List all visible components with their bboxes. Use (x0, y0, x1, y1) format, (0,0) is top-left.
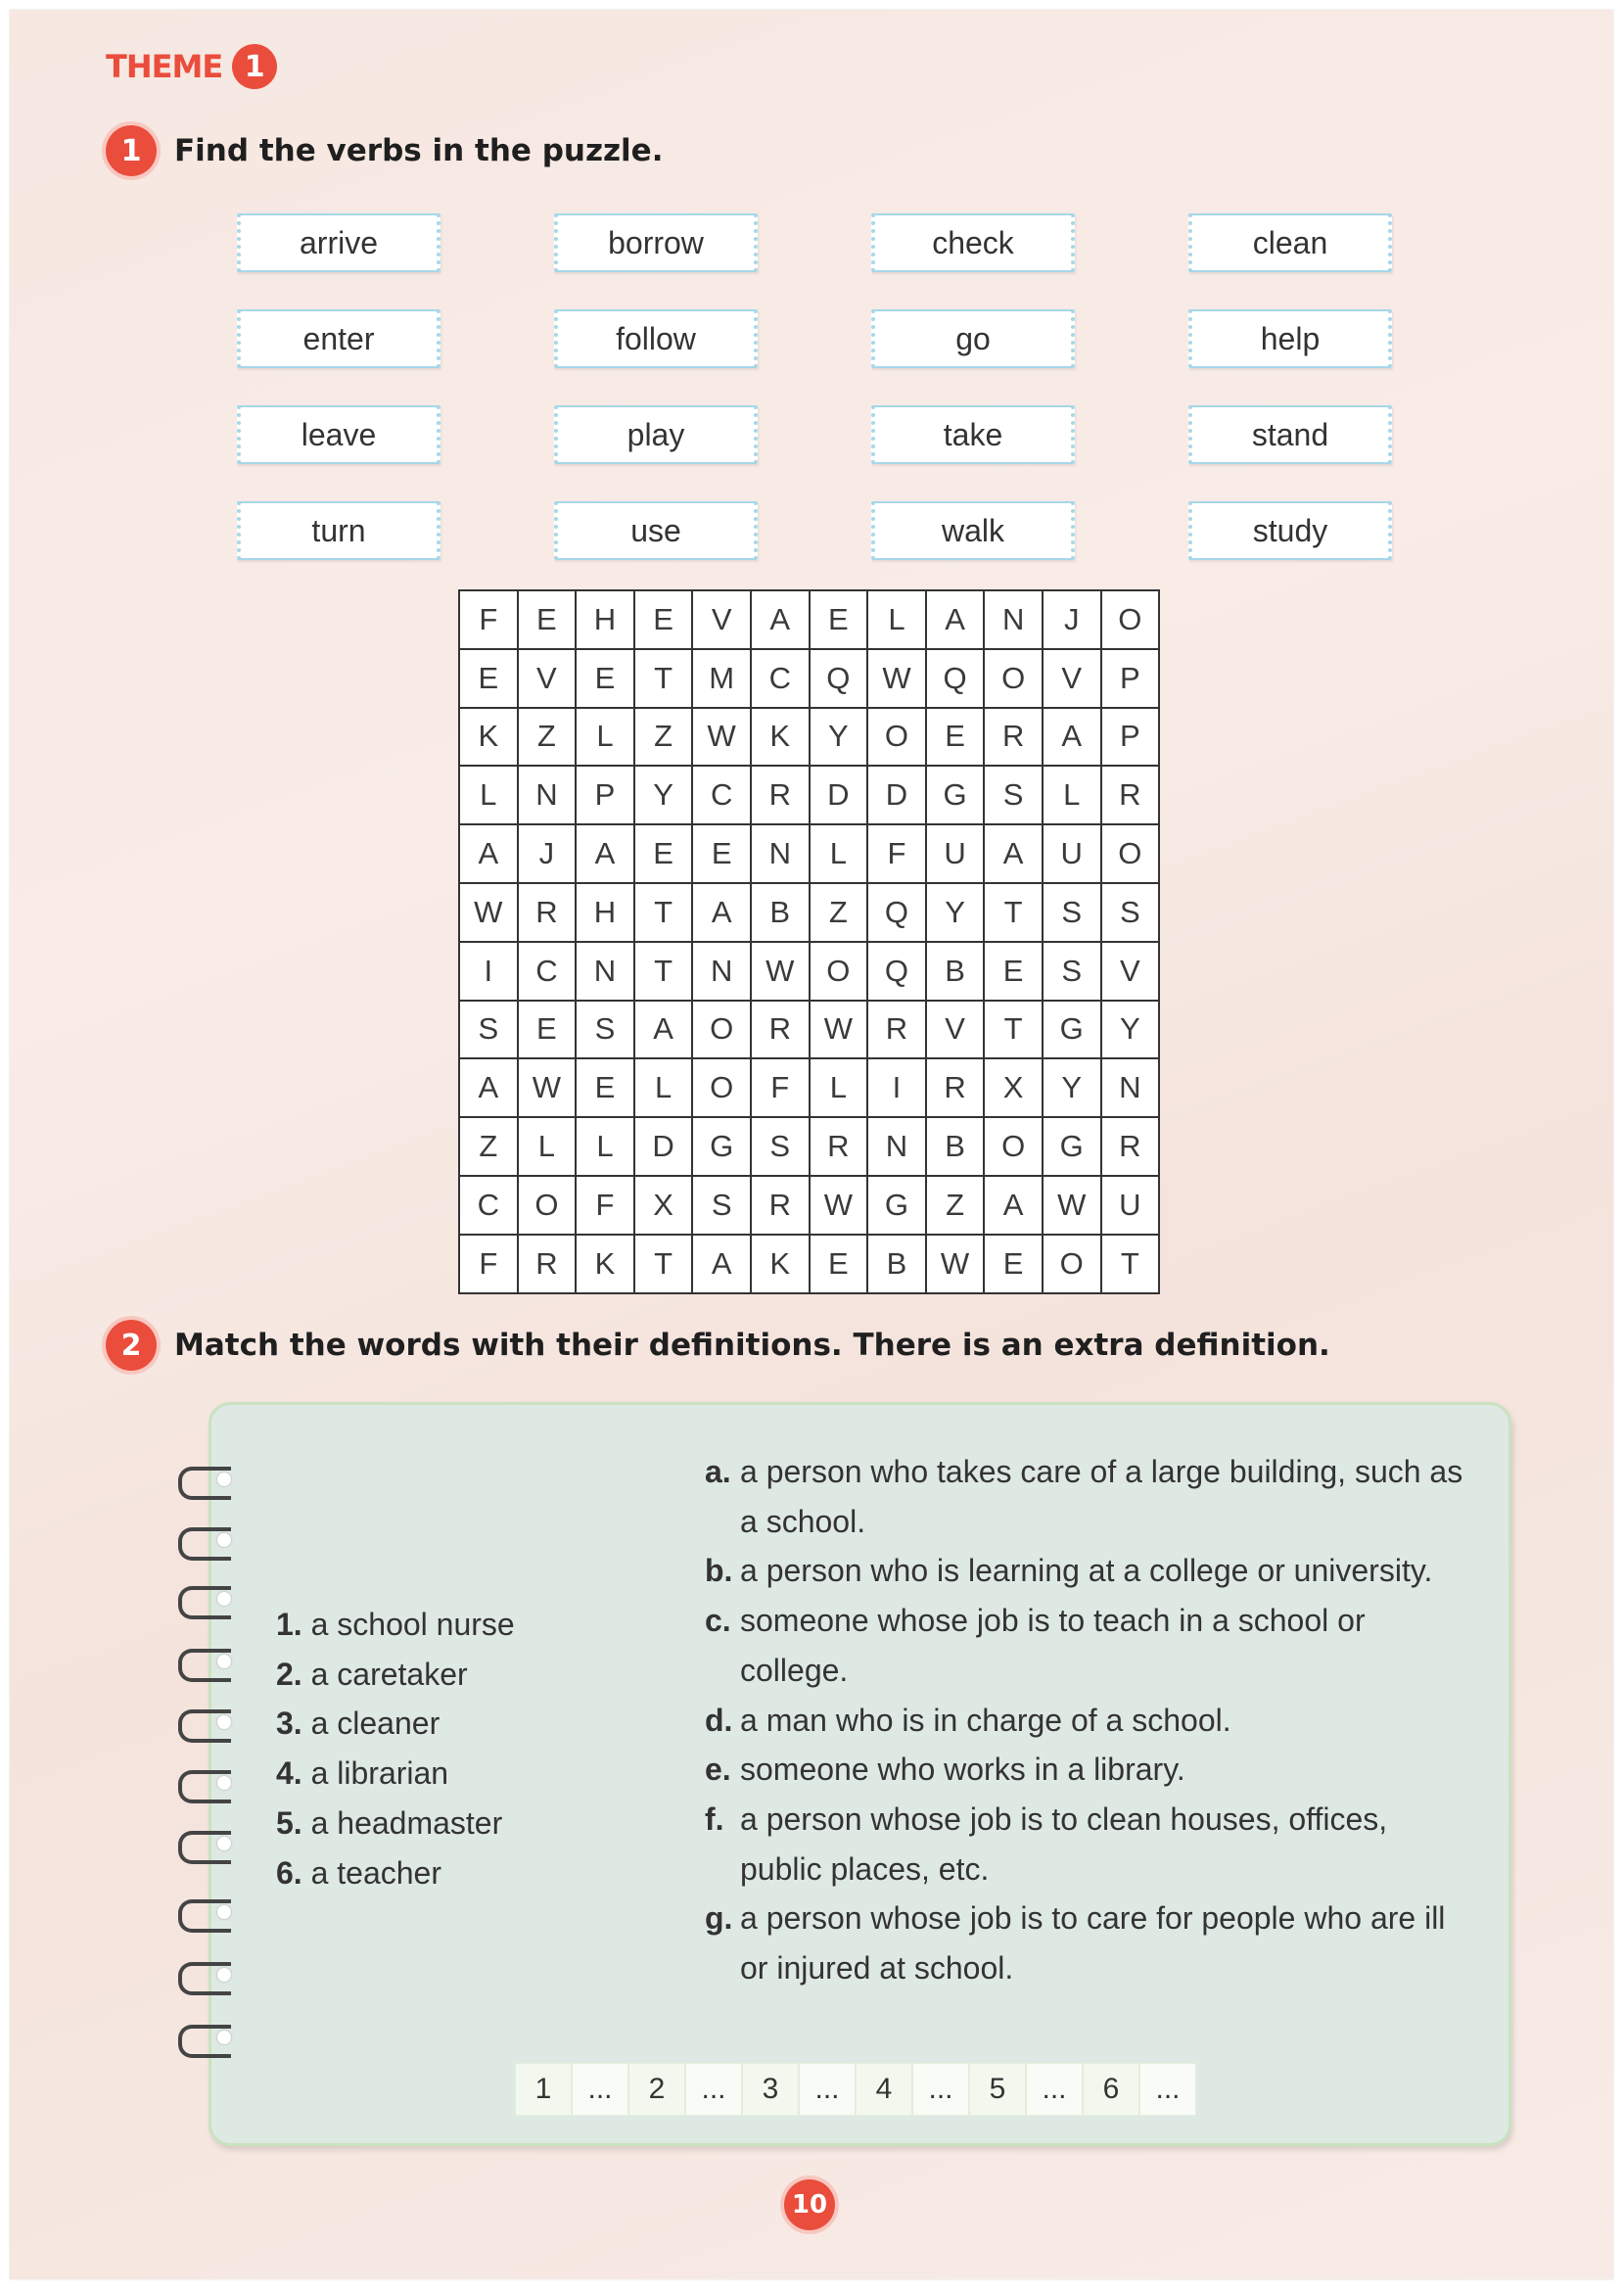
puzzle-cell[interactable]: R (1101, 1117, 1160, 1176)
spiral-hole (217, 1715, 231, 1729)
definition-item (705, 1894, 1468, 1992)
word-tag: take (871, 405, 1075, 464)
puzzle-cell[interactable]: E (459, 649, 518, 708)
spiral-hole (217, 1592, 231, 1606)
theme-heading (106, 43, 277, 90)
puzzle-cell[interactable]: Z (810, 883, 868, 942)
word-bank (237, 213, 1382, 560)
puzzle-cell[interactable]: K (751, 708, 810, 767)
puzzle-cell[interactable]: Q (867, 883, 926, 942)
puzzle-cell[interactable]: E (634, 824, 693, 883)
puzzle-cell[interactable]: C (751, 649, 810, 708)
word-item-text: a headmaster (310, 1804, 503, 1841)
puzzle-cell[interactable]: Y (926, 883, 985, 942)
puzzle-row (459, 1176, 1159, 1235)
puzzle-cell[interactable]: R (751, 1001, 810, 1059)
definition-item (705, 1795, 1468, 1894)
puzzle-cell[interactable]: V (1101, 942, 1160, 1001)
word-tag: enter (237, 309, 441, 368)
puzzle-cell[interactable]: I (459, 942, 518, 1001)
puzzle-cell[interactable]: A (926, 590, 985, 649)
puzzle-cell[interactable]: S (576, 1001, 634, 1059)
puzzle-cell[interactable]: O (1101, 824, 1160, 883)
definition-text: a person who takes care of a large building, such as a school. (740, 1454, 1463, 1539)
puzzle-cell[interactable]: P (576, 766, 634, 824)
puzzle-cell[interactable]: U (926, 824, 985, 883)
puzzle-cell[interactable]: Q (867, 942, 926, 1001)
puzzle-cell[interactable]: T (984, 883, 1043, 942)
puzzle-cell[interactable]: S (1101, 883, 1160, 942)
puzzle-cell[interactable]: A (984, 824, 1043, 883)
puzzle-cell[interactable]: O (518, 1176, 577, 1235)
puzzle-cell[interactable]: S (692, 1176, 751, 1235)
puzzle-cell[interactable]: L (576, 708, 634, 767)
puzzle-cell[interactable]: W (867, 649, 926, 708)
word-tag: check (871, 213, 1075, 272)
exercise-2-title: Match the words with their definitions. There is an extra definition. (174, 1328, 1330, 1363)
puzzle-cell[interactable]: N (984, 590, 1043, 649)
puzzle-cell[interactable]: E (576, 1058, 634, 1117)
puzzle-cell[interactable]: U (1101, 1176, 1160, 1235)
puzzle-cell[interactable]: V (692, 590, 751, 649)
puzzle-cell[interactable]: L (634, 1058, 693, 1117)
puzzle-cell[interactable]: G (1043, 1117, 1101, 1176)
definition-item (705, 1447, 1468, 1546)
exercise-2-number: 2 (106, 1320, 157, 1371)
puzzle-cell[interactable]: E (518, 1001, 577, 1059)
definition-text: a person whose job is to care for people who are ill or injured at school. (740, 1900, 1446, 1987)
puzzle-cell[interactable]: W (518, 1058, 577, 1117)
puzzle-cell[interactable]: A (751, 590, 810, 649)
word-tag: leave (237, 405, 441, 464)
answer-blank[interactable]: ... (572, 2063, 628, 2116)
puzzle-cell[interactable]: Z (634, 708, 693, 767)
puzzle-cell[interactable]: R (518, 1235, 577, 1293)
definition-letter: f. (705, 1800, 724, 1837)
puzzle-cell[interactable]: R (751, 1176, 810, 1235)
spiral-hole (217, 1533, 231, 1547)
puzzle-cell[interactable]: O (692, 1058, 751, 1117)
puzzle-cell[interactable]: G (1043, 1001, 1101, 1059)
puzzle-cell[interactable]: S (984, 766, 1043, 824)
puzzle-cell[interactable]: T (634, 942, 693, 1001)
puzzle-row (459, 1058, 1159, 1117)
puzzle-cell[interactable]: O (1101, 590, 1160, 649)
puzzle-row (459, 649, 1159, 708)
puzzle-cell[interactable]: D (810, 766, 868, 824)
puzzle-cell[interactable]: R (984, 708, 1043, 767)
exercise-1-number: 1 (106, 125, 157, 176)
answer-blank[interactable]: ... (1139, 2063, 1196, 2116)
puzzle-cell[interactable]: Z (518, 708, 577, 767)
definition-text: a person whose job is to clean houses, offices, public places, etc. (740, 1800, 1388, 1887)
puzzle-cell[interactable]: O (810, 942, 868, 1001)
puzzle-cell[interactable]: Y (634, 766, 693, 824)
word-item-text: a librarian (310, 1755, 449, 1792)
puzzle-cell[interactable]: T (634, 883, 693, 942)
puzzle-cell[interactable]: T (984, 1001, 1043, 1059)
puzzle-cell[interactable]: L (810, 824, 868, 883)
puzzle-cell[interactable]: Z (926, 1176, 985, 1235)
puzzle-cell[interactable]: R (867, 1001, 926, 1059)
word-tag: walk (871, 501, 1075, 560)
definition-item (705, 1745, 1468, 1795)
word-item-text: a school nurse (310, 1607, 515, 1642)
puzzle-cell[interactable]: R (518, 883, 577, 942)
puzzle-cell[interactable]: O (692, 1001, 751, 1059)
puzzle-cell[interactable]: S (751, 1117, 810, 1176)
puzzle-cell[interactable]: P (1101, 708, 1160, 767)
puzzle-cell[interactable]: E (984, 942, 1043, 1001)
puzzle-cell[interactable]: Q (926, 649, 985, 708)
word-item-number: 1. (276, 1607, 302, 1642)
puzzle-cell[interactable]: A (459, 824, 518, 883)
word-item-text: a cleaner (310, 1706, 441, 1742)
word-tag: go (871, 309, 1075, 368)
definition-letter: g. (705, 1900, 733, 1937)
puzzle-cell[interactable]: W (926, 1235, 985, 1293)
puzzle-cell[interactable]: S (1043, 883, 1101, 942)
puzzle-cell[interactable]: X (634, 1176, 693, 1235)
puzzle-cell[interactable]: E (810, 590, 868, 649)
puzzle-row (459, 1235, 1159, 1293)
puzzle-cell[interactable]: I (867, 1058, 926, 1117)
puzzle-cell[interactable]: M (692, 649, 751, 708)
puzzle-row (459, 1001, 1159, 1059)
puzzle-cell[interactable]: E (634, 590, 693, 649)
puzzle-cell[interactable]: K (576, 1235, 634, 1293)
puzzle-cell[interactable]: L (810, 1058, 868, 1117)
puzzle-cell[interactable]: Z (459, 1117, 518, 1176)
puzzle-cell[interactable]: W (751, 942, 810, 1001)
puzzle-cell[interactable]: O (1043, 1235, 1101, 1293)
answer-number: 1 (515, 2063, 572, 2116)
puzzle-cell[interactable]: A (576, 824, 634, 883)
theme-label: THEME (106, 48, 223, 85)
puzzle-cell[interactable]: D (867, 766, 926, 824)
word-item-number: 5. (276, 1804, 302, 1841)
puzzle-row (459, 824, 1159, 883)
spiral-hole (217, 1968, 231, 1982)
puzzle-cell[interactable]: Y (1043, 1058, 1101, 1117)
answer-blank[interactable]: ... (1026, 2063, 1083, 2116)
puzzle-cell[interactable]: A (634, 1001, 693, 1059)
puzzle-cell[interactable]: B (926, 1117, 985, 1176)
word-tag: follow (554, 309, 758, 368)
puzzle-cell[interactable]: N (692, 942, 751, 1001)
puzzle-cell[interactable]: H (576, 590, 634, 649)
word-item (276, 1650, 515, 1700)
matching-words-list (276, 1600, 515, 1897)
definition-letter: a. (705, 1454, 731, 1489)
puzzle-row (459, 590, 1159, 649)
definition-item (705, 1596, 1468, 1695)
word-tag: clean (1188, 213, 1392, 272)
puzzle-cell[interactable]: E (984, 1235, 1043, 1293)
theme-number-badge: 1 (232, 44, 277, 89)
spiral-hole (217, 2031, 231, 2044)
puzzle-cell[interactable]: G (692, 1117, 751, 1176)
puzzle-row (459, 942, 1159, 1001)
puzzle-row (459, 883, 1159, 942)
puzzle-row (459, 1117, 1159, 1176)
puzzle-cell[interactable]: F (459, 590, 518, 649)
puzzle-cell[interactable]: S (459, 1001, 518, 1059)
definition-item (705, 1546, 1468, 1596)
definition-letter: d. (705, 1702, 733, 1738)
puzzle-cell[interactable]: F (867, 824, 926, 883)
puzzle-cell[interactable]: R (751, 766, 810, 824)
puzzle-cell[interactable]: E (576, 649, 634, 708)
word-item (276, 1749, 515, 1799)
puzzle-cell[interactable]: A (459, 1058, 518, 1117)
puzzle-cell[interactable]: N (1101, 1058, 1160, 1117)
puzzle-cell[interactable]: L (576, 1117, 634, 1176)
answer-blank[interactable]: ... (799, 2063, 856, 2116)
answer-number: 6 (1083, 2063, 1139, 2116)
puzzle-cell[interactable]: F (459, 1235, 518, 1293)
puzzle-cell[interactable]: S (1043, 942, 1101, 1001)
puzzle-cell[interactable]: E (518, 590, 577, 649)
exercise-2-heading (106, 1320, 1330, 1371)
puzzle-cell[interactable]: V (518, 649, 577, 708)
puzzle-cell[interactable]: R (1101, 766, 1160, 824)
definition-text: a person who is learning at a college or university. (740, 1553, 1433, 1589)
spiral-hole (217, 1776, 231, 1790)
puzzle-cell[interactable]: V (926, 1001, 985, 1059)
word-item-number: 2. (276, 1656, 302, 1692)
puzzle-cell[interactable]: W (692, 708, 751, 767)
puzzle-cell[interactable]: L (518, 1117, 577, 1176)
page-number: 10 (784, 2179, 835, 2230)
puzzle-cell[interactable]: L (1043, 766, 1101, 824)
puzzle-cell[interactable]: O (984, 649, 1043, 708)
puzzle-cell[interactable]: W (810, 1176, 868, 1235)
puzzle-cell[interactable]: A (692, 1235, 751, 1293)
puzzle-cell[interactable]: L (459, 766, 518, 824)
puzzle-cell[interactable]: E (926, 708, 985, 767)
puzzle-cell[interactable]: T (634, 1235, 693, 1293)
puzzle-cell[interactable]: E (810, 1235, 868, 1293)
spiral-hole (217, 1473, 231, 1486)
puzzle-cell[interactable]: N (751, 824, 810, 883)
puzzle-cell[interactable]: K (459, 708, 518, 767)
answer-blank[interactable]: ... (685, 2063, 742, 2116)
puzzle-cell[interactable]: R (810, 1117, 868, 1176)
puzzle-cell[interactable]: W (810, 1001, 868, 1059)
puzzle-cell[interactable]: T (634, 649, 693, 708)
word-item (276, 1799, 515, 1848)
puzzle-cell[interactable]: F (751, 1058, 810, 1117)
word-tag: use (554, 501, 758, 560)
puzzle-cell[interactable]: O (984, 1117, 1043, 1176)
puzzle-cell[interactable]: T (1101, 1235, 1160, 1293)
puzzle-cell[interactable]: C (692, 766, 751, 824)
puzzle-cell[interactable]: R (926, 1058, 985, 1117)
puzzle-cell[interactable]: K (751, 1235, 810, 1293)
word-item-number: 3. (276, 1706, 302, 1742)
puzzle-cell[interactable]: W (1043, 1176, 1101, 1235)
definition-letter: e. (705, 1752, 731, 1788)
word-item-number: 4. (276, 1755, 302, 1792)
puzzle-cell[interactable]: A (692, 883, 751, 942)
word-search-puzzle (458, 589, 1160, 1294)
definition-item (705, 1696, 1468, 1746)
puzzle-cell[interactable]: J (1043, 590, 1101, 649)
spiral-hole (217, 1837, 231, 1850)
puzzle-cell[interactable]: L (867, 590, 926, 649)
answer-blank[interactable]: ... (912, 2063, 969, 2116)
puzzle-cell[interactable]: X (984, 1058, 1043, 1117)
puzzle-cell[interactable]: N (867, 1117, 926, 1176)
puzzle-cell[interactable]: Y (810, 708, 868, 767)
word-item-number: 6. (276, 1854, 302, 1891)
answer-number: 5 (969, 2063, 1026, 2116)
answer-number: 4 (856, 2063, 912, 2116)
word-tag: arrive (237, 213, 441, 272)
puzzle-cell[interactable]: C (459, 1176, 518, 1235)
spiral-hole (217, 1905, 231, 1919)
word-item (276, 1600, 515, 1650)
exercise-1-heading (106, 125, 663, 176)
word-tag: stand (1188, 405, 1392, 464)
puzzle-row (459, 766, 1159, 824)
definition-text: someone who works in a library. (740, 1752, 1185, 1788)
puzzle-cell[interactable]: C (518, 942, 577, 1001)
word-item-text: a caretaker (310, 1656, 468, 1692)
word-item-text: a teacher (310, 1854, 441, 1891)
word-tag: turn (237, 501, 441, 560)
puzzle-cell[interactable]: P (1101, 649, 1160, 708)
puzzle-cell[interactable]: E (692, 824, 751, 883)
puzzle-cell[interactable]: H (576, 883, 634, 942)
answer-number: 2 (628, 2063, 685, 2116)
word-tag: study (1188, 501, 1392, 560)
puzzle-cell[interactable]: N (576, 942, 634, 1001)
definition-text: someone whose job is to teach in a school or college. (740, 1603, 1366, 1688)
puzzle-cell[interactable]: Y (1101, 1001, 1160, 1059)
word-tag: borrow (554, 213, 758, 272)
puzzle-cell[interactable]: O (867, 708, 926, 767)
puzzle-cell[interactable]: W (459, 883, 518, 942)
definitions-list (705, 1447, 1468, 1993)
puzzle-cell[interactable]: B (926, 942, 985, 1001)
puzzle-cell[interactable]: G (926, 766, 985, 824)
puzzle-cell[interactable]: Q (810, 649, 868, 708)
puzzle-cell[interactable]: U (1043, 824, 1101, 883)
word-item (276, 1699, 515, 1749)
puzzle-cell[interactable]: B (867, 1235, 926, 1293)
exercise-1-title: Find the verbs in the puzzle. (174, 133, 664, 168)
definition-letter: b. (705, 1553, 733, 1589)
puzzle-cell[interactable]: G (867, 1176, 926, 1235)
puzzle-cell[interactable]: N (518, 766, 577, 824)
puzzle-cell[interactable]: J (518, 824, 577, 883)
answer-number: 3 (742, 2063, 799, 2116)
puzzle-cell[interactable]: A (1043, 708, 1101, 767)
definition-text: a man who is in charge of a school. (740, 1702, 1231, 1738)
puzzle-row (459, 708, 1159, 767)
word-tag: help (1188, 309, 1392, 368)
puzzle-cell[interactable]: F (576, 1176, 634, 1235)
puzzle-cell[interactable]: V (1043, 649, 1101, 708)
puzzle-cell[interactable]: A (984, 1176, 1043, 1235)
word-item (276, 1848, 515, 1898)
puzzle-cell[interactable]: D (634, 1117, 693, 1176)
word-tag: play (554, 405, 758, 464)
spiral-hole (217, 1655, 231, 1668)
answer-strip (515, 2063, 1196, 2116)
definition-letter: c. (705, 1603, 731, 1639)
puzzle-cell[interactable]: B (751, 883, 810, 942)
